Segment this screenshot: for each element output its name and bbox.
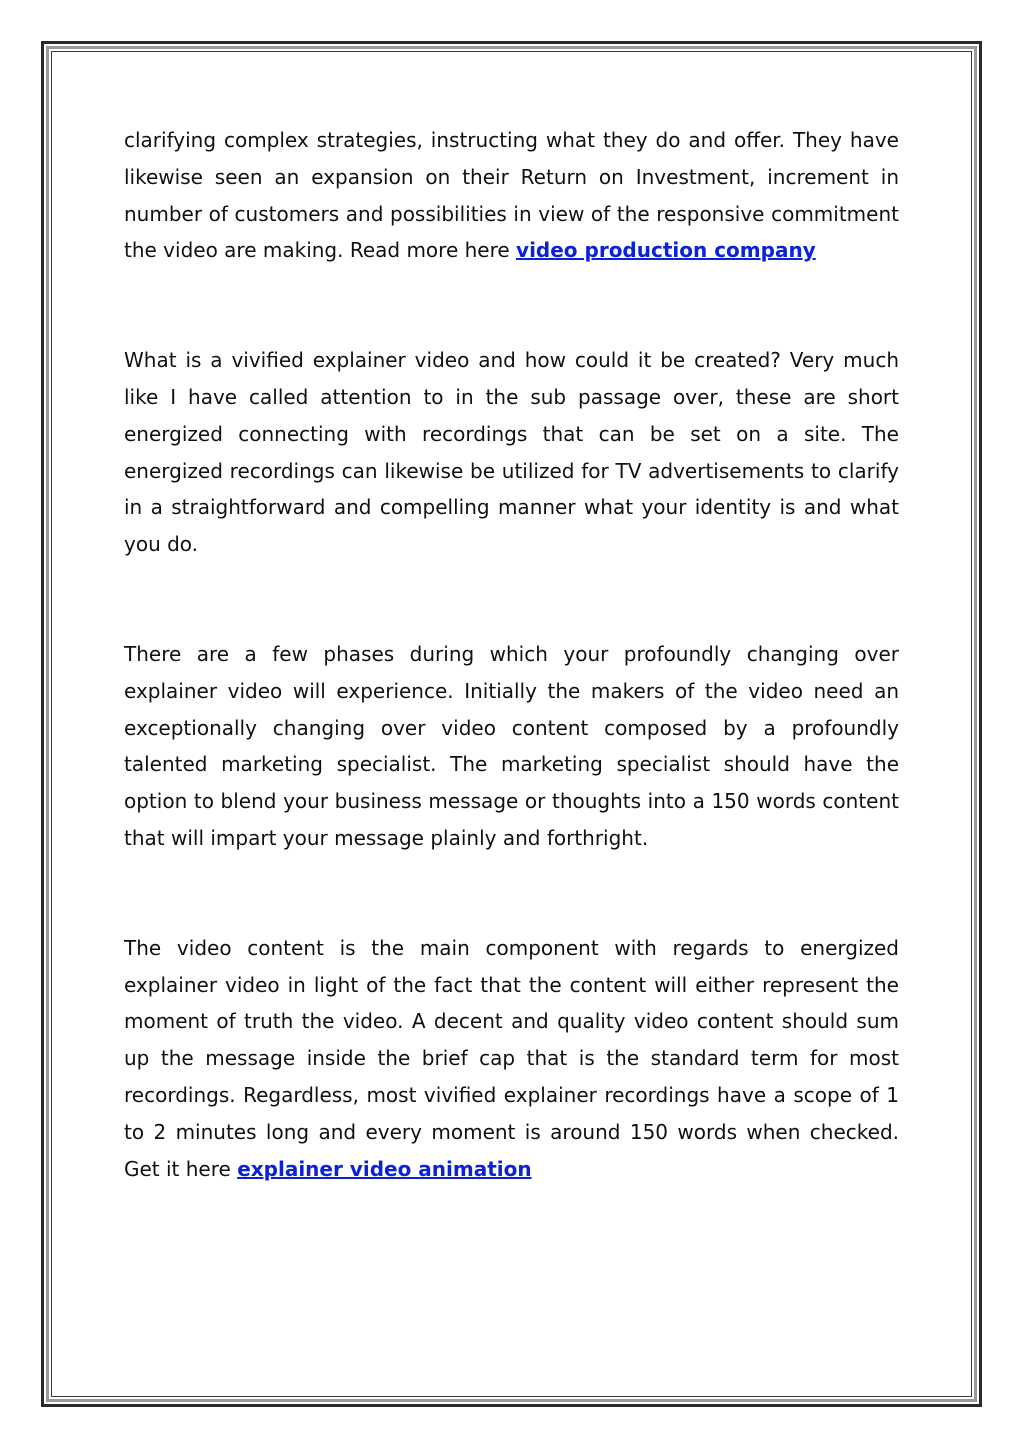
paragraph-4-text: The video content is the main component with regards to energized explainer video in light of the fact that the content will either represent the moment of truth the video. A decent and quality video content should sum up the message inside the brief cap that is the standard term for most recordings. Regardless, most vivified explainer recordings have a scope of 1 to 2 minutes long and every moment is around 150 words when checked. Get it here bbox=[124, 935, 899, 1181]
paragraph-2 bbox=[124, 342, 899, 563]
paragraph-1 bbox=[124, 122, 899, 269]
explainer-video-animation-link[interactable]: explainer video animation bbox=[237, 1156, 532, 1181]
paragraph-3-text: There are a few phases during which your profoundly changing over explainer video will experience. Initially the makers of the video need an exceptionally changing over video content composed by a profoundly talented marketing specialist. The marketing specialist should have the option to blend your business message or thoughts into a 150 words content that will impart your message plainly and forthright. bbox=[124, 641, 899, 850]
paragraph-4 bbox=[124, 930, 899, 1188]
document-body bbox=[124, 122, 899, 1187]
paragraph-3 bbox=[124, 636, 899, 857]
paragraph-1-text: clarifying complex strategies, instructing what they do and offer. They have likewise seen an expansion on their Return on Investment, increment in number of customers and possibilities in view of the responsive commitment the video are making. Read more here bbox=[124, 128, 899, 263]
video-production-company-link[interactable]: video production company bbox=[516, 238, 816, 263]
paragraph-2-text: What is a vivified explainer video and how could it be created? Very much like I have called attention to in the sub passage over, these are short energized connecting with recordings that can be set on a site. The energized recordings can likewise be utilized for TV advertisements to clarify in a straightforward and compelling manner what your identity is and what you do. bbox=[124, 348, 899, 557]
